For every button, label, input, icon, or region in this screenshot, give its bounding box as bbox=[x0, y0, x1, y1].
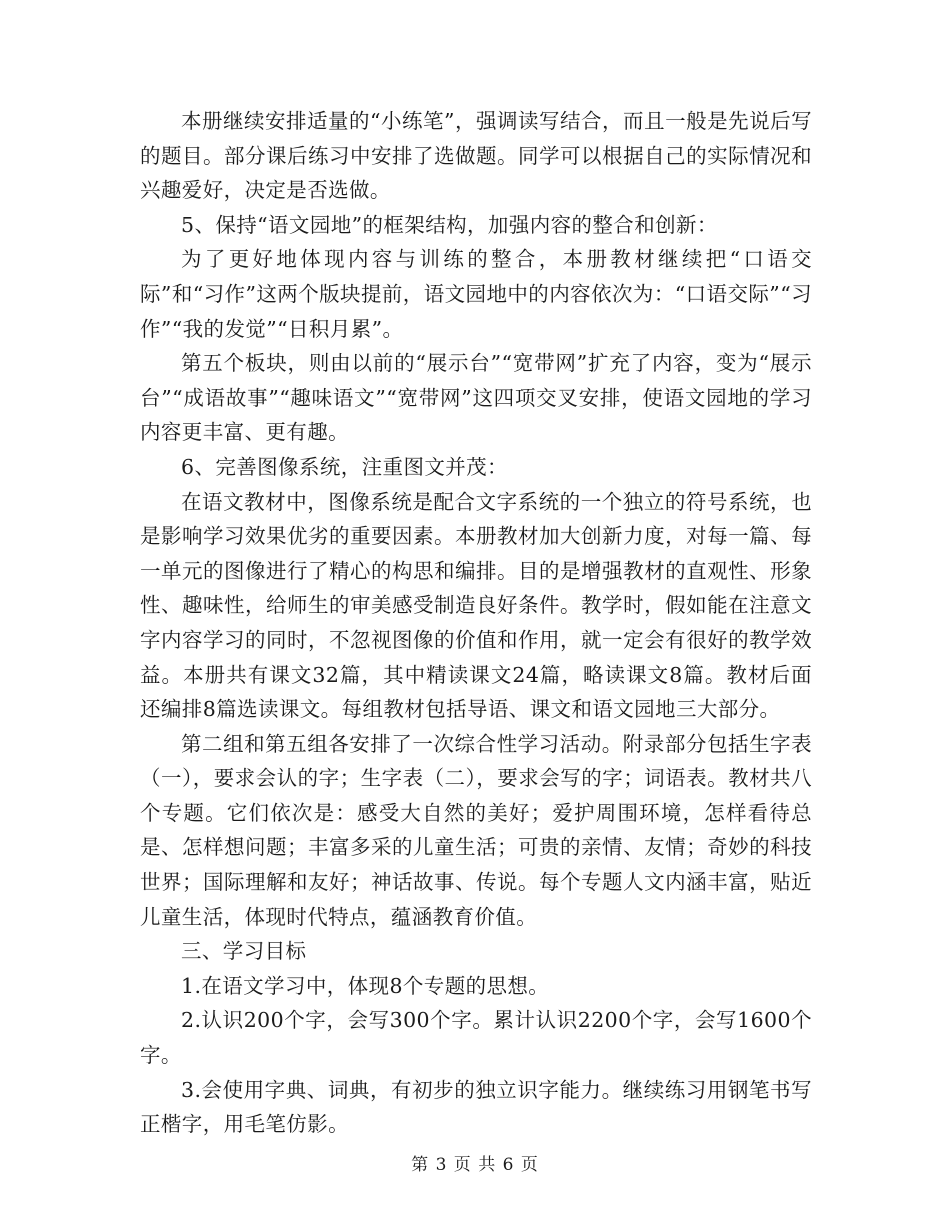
goal-item-3: 3.会使用字典、词典，有初步的独立识字能力。继续练习用钢笔书写正楷字，用毛笔仿影。 bbox=[140, 1077, 812, 1137]
paragraph-integration: 为了更好地体现内容与训练的整合，本册教材继续把“口语交际”和“习作”这两个版块提前，语文园地中的内容依次为：“口语交际”“习作”“我的发觉”“日积月累”。 bbox=[140, 247, 812, 341]
paragraph-heading-6: 6、完善图像系统，注重图文并茂： bbox=[181, 454, 508, 479]
section-heading-learning-goals: 三、学习目标 bbox=[181, 939, 307, 964]
paragraph-image-system: 在语文教材中，图像系统是配合文字系统的一个独立的符号系统，也是影响学习效果优劣的重要因素。本册教材加大创新力度，对每一篇、每一单元的图像进行了精心的构思和编排。目的是增强教材的直观性、形象性、趣味性，给师生的审美感受制造良好条件。教学时，假如能在注意文字内容学习的同时，不忽视图像的价值和作用，就一定会有很好的教学效益。本册共有课文32篇，其中精读课文24篇，略读课文8篇。教材后面还编排8篇选读课文。每组教材包括导语、课文和语文园地三大部分。 bbox=[140, 489, 812, 722]
paragraph-practice-writing: 本册继续安排适量的“小练笔”，强调读写结合，而且一般是先说后写的题目。部分课后练习中安排了选做题。同学可以根据自己的实际情况和兴趣爱好，决定是否选做。 bbox=[140, 109, 812, 203]
document-body bbox=[140, 104, 812, 1142]
page-number-footer: 第 3 页 共 6 页 bbox=[411, 1155, 539, 1175]
goal-item-2: 2.认识200个字，会写300个字。累计认识2200个字，会写1600个字。 bbox=[140, 1008, 812, 1068]
paragraph-activities: 第二组和第五组各安排了一次综合性学习活动。附录部分包括生字表（一），要求会认的字；生字表（二），要求会写的字；词语表。教材共八个专题。它们依次是：感受大自然的美好；爱护周围环境，怎样看待总是、怎样想问题；丰富多采的儿童生活；可贵的亲情、友情；奇妙的科技世界；国际理解和友好；神话故事、传说。每个专题人文内涵丰富，贴近儿童生活，体现时代特点，蕴涵教育价值。 bbox=[140, 731, 812, 929]
paragraph-heading-5: 5、保持“语文园地”的框架结构，加强内容的整合和创新： bbox=[181, 212, 718, 237]
paragraph-fifth-section: 第五个板块，则由以前的“展示台”“宽带网”扩充了内容，变为“展示台”“成语故事”“趣味语文”“宽带网”这四项交叉安排，使语文园地的学习内容更丰富、更有趣。 bbox=[140, 351, 812, 445]
goal-item-1: 1.在语文学习中，体现8个专题的思想。 bbox=[181, 973, 550, 998]
